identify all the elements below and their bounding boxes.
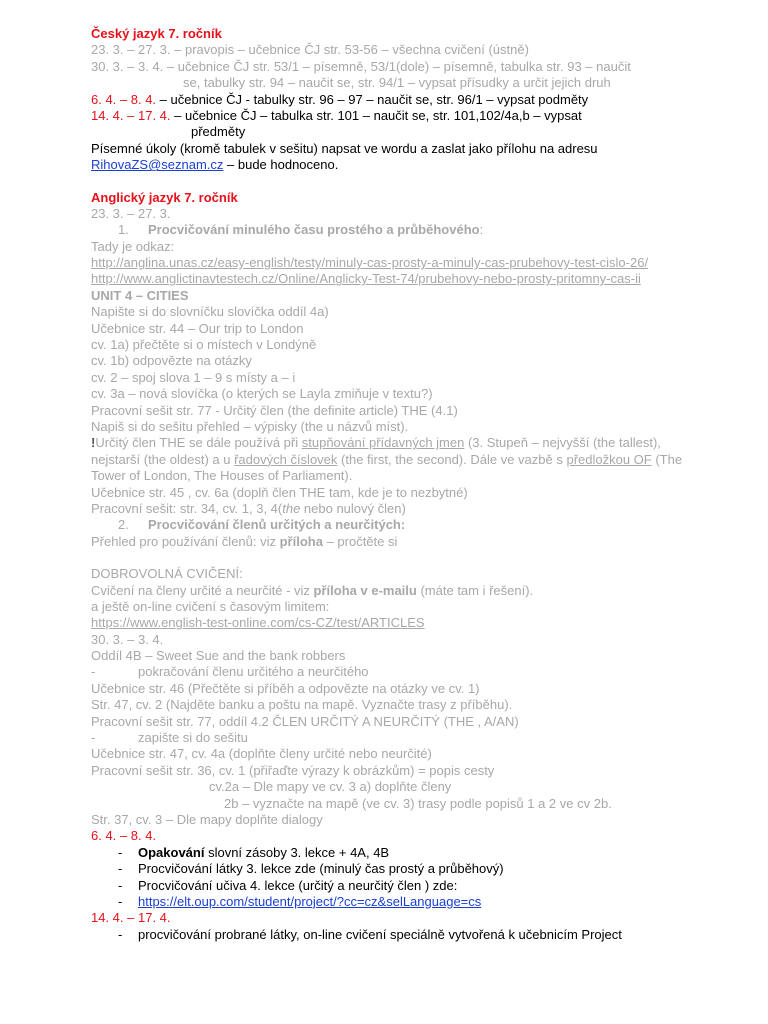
url-link-4[interactable]: https://elt.oup.com/student/project/?cc=cz&selLanguage=cs xyxy=(138,893,482,909)
dash-item xyxy=(91,730,691,746)
english-week-4: 14. 4. – 17. 4. xyxy=(91,910,171,926)
english-week-2: 30. 3. – 3. 4. xyxy=(91,631,164,647)
text-line xyxy=(91,583,691,599)
czech-week-2-cont: se, tabulky str. 94 – naučit se, str. 94/1 – vypsat přísudky a určit jejich druh xyxy=(183,75,611,91)
item-colon: : xyxy=(479,222,484,238)
text-part: nebo nulový člen) xyxy=(300,500,406,516)
text-line: Pracovní sešit str. 36, cv. 1 (přiřaďte výrazy k obrázkům) = popis cesty xyxy=(91,762,495,778)
text-part: nejstarší (the oldest) a u xyxy=(91,451,235,467)
item-number: 2. xyxy=(118,517,129,533)
item-heading: Procvičování minulého času prostého a průběhového xyxy=(148,222,480,238)
text-line: cv.2a – Dle mapy ve cv. 3 a) doplňte členy xyxy=(209,779,452,795)
bold-text: Opakování xyxy=(138,844,205,860)
text-line: Napiš si do sešitu přehled – výpisky (the u názvů míst). xyxy=(91,418,409,434)
english-week-1: 23. 3. – 27. 3. xyxy=(91,205,171,221)
czech-email-line xyxy=(91,157,691,173)
czech-week-4 xyxy=(91,108,691,124)
unit-heading: UNIT 4 – CITIES xyxy=(91,287,189,303)
text-part: slovní zásoby 3. lekce + 4A, 4B xyxy=(204,844,390,860)
text-line: Učebnice str. 46 (Přečtěte si příběh a odpovězte na otázky ve cv. 1) xyxy=(91,680,480,696)
dash-item xyxy=(91,894,691,910)
text-line: Oddíl 4B – Sweet Sue and the bank robbers xyxy=(91,648,346,664)
url-link-3[interactable]: https://www.english-test-online.com/cs-CZ/test/ARTICLES xyxy=(91,615,425,631)
note-text: – bude hodnoceno. xyxy=(223,157,339,173)
czech-week-3 xyxy=(91,92,691,108)
text-part: – pročtěte si xyxy=(322,533,398,549)
text-line: Pracovní sešit str. 77 - Určitý člen (the definite article) THE (4.1) xyxy=(91,402,458,418)
date-label: 14. 4. – 17. 4. xyxy=(91,107,171,123)
dash-item xyxy=(91,927,691,943)
czech-note: Písemné úkoly (kromě tabulek v sešitu) napsat ve wordu a zaslat jako přílohu na adresu xyxy=(91,140,598,156)
text-line xyxy=(91,501,691,517)
text-line: Str. 37, cv. 3 – Dle mapy doplňte dialogy xyxy=(91,811,323,827)
link-intro: Tady je odkaz: xyxy=(91,238,175,254)
text-part: Cvičení na členy určité a neurčité - viz xyxy=(91,582,314,598)
text-line: cv. 1b) odpovězte na otázky xyxy=(91,353,252,369)
text-part: Určitý člen THE se dále používá při xyxy=(95,435,302,451)
dash-bullet: - xyxy=(118,926,123,942)
text-line: Napište si do slovníčku slovíčka oddíl 4a) xyxy=(91,304,329,320)
text-part: Procvičování látky 3. lekce zde (minulý čas prostý a průběhový) xyxy=(138,861,504,877)
item-heading: Procvičování členů určitých a neurčitých: xyxy=(148,517,406,533)
task-text: – učebnice ČJ – tabulka str. 101 – naučit se, str. 101,102/4a,b – vypsat xyxy=(170,107,582,123)
dash-item xyxy=(91,664,691,680)
text-part: zapište si do sešitu xyxy=(138,730,248,746)
czech-week-2: 30. 3. – 3. 4. – učebnice ČJ str. 53/1 – písemně, 53/1(dole) – písemně, tabulka str. 93 – naučit xyxy=(91,58,631,74)
text-line: cv. 2 – spoj slova 1 – 9 s místy a – i xyxy=(91,369,296,385)
text-part: procvičování probrané látky, on-line cvičení speciálně vytvořená k učebnicím Project xyxy=(138,926,622,942)
italic-text: the xyxy=(282,500,301,516)
text-line xyxy=(91,452,691,468)
dash-item xyxy=(91,845,691,861)
czech-week-1: 23. 3. – 27. 3. – pravopis – učebnice ČJ str. 53-56 – všechna cvičení (ústně) xyxy=(91,42,529,58)
text-part: (3. Stupeň – nejvyšší (the tallest), xyxy=(464,435,661,451)
date-label: 6. 4. – 8. 4. xyxy=(91,91,157,107)
text-part: Přehled pro používání členů: viz xyxy=(91,533,280,549)
text-line: Učebnice str. 44 – Our trip to London xyxy=(91,320,304,336)
dash-item xyxy=(91,878,691,894)
bold-text: příloha v e-mailu xyxy=(313,582,417,598)
list-item-2 xyxy=(91,517,691,533)
optional-heading: DOBROVOLNÁ CVIČENÍ: xyxy=(91,566,243,582)
text-line: Pracovní sešit str. 77, oddíl 4.2 ČLEN URČITÝ A NEURČITÝ (THE , A/AN) xyxy=(91,713,519,729)
text-line: 2b – vyznačte na mapě (ve cv. 3) trasy podle popisů 1 a 2 ve cv 2b. xyxy=(224,795,612,811)
dash-bullet: - xyxy=(118,893,123,909)
dash-bullet: - xyxy=(118,844,123,860)
text-line: Tower of London, The Houses of Parliament). xyxy=(91,468,353,484)
task-text: – učebnice ČJ - tabulky str. 96 – 97 – naučit se, str. 96/1 – vypsat podměty xyxy=(156,91,589,107)
bold-text: příloha xyxy=(279,533,323,549)
email-link[interactable]: RihovaZS@seznam.cz xyxy=(91,157,224,173)
dash-bullet: - xyxy=(118,861,123,877)
exclamation: ! xyxy=(91,435,96,451)
text-line: cv. 3a – nová slovíčka (o kterých se Layla zmiňuje v textu?) xyxy=(91,386,433,402)
url-link-2[interactable]: http://www.anglictinavtestech.cz/Online/Anglicky-Test-74/prubehovy-nebo-prosty-pritomny-cas-ii xyxy=(91,271,641,287)
text-part: pokračování členu určitého a neurčitého xyxy=(138,664,369,680)
item-number: 1. xyxy=(118,222,129,238)
dash-bullet: - xyxy=(91,664,96,680)
english-title: Anglický jazyk 7. ročník xyxy=(91,189,238,205)
english-week-3: 6. 4. – 8. 4. xyxy=(91,828,157,844)
dash-bullet: - xyxy=(118,877,123,893)
text-line xyxy=(91,435,691,451)
text-part: (máte tam i řešení). xyxy=(416,582,534,598)
document-page xyxy=(91,26,691,943)
text-line: Str. 47, cv. 2 (Najděte banku a poštu na mapě. Vyznačte trasy z příběhu). xyxy=(91,697,513,713)
text-line: Učebnice str. 47, cv. 4a (doplňte členy určité nebo neurčité) xyxy=(91,746,432,762)
list-item-1 xyxy=(91,222,691,238)
text-part: (The xyxy=(651,451,683,467)
czech-title: Český jazyk 7. ročník xyxy=(91,26,222,41)
text-line: cv. 1a) přečtěte si o místech v Londýně xyxy=(91,337,317,353)
underlined-text: stupňování přídavných jmen xyxy=(301,435,465,451)
text-line: a ještě on-line cvičení s časovým limitem: xyxy=(91,598,330,614)
dash-item xyxy=(91,861,691,877)
text-line: Učebnice str. 45 , cv. 6a (doplň člen THE tam, kde je to nezbytné) xyxy=(91,484,468,500)
underlined-text: řadových číslovek xyxy=(234,451,338,467)
underlined-text: předložkou OF xyxy=(566,451,652,467)
text-line xyxy=(91,534,691,550)
text-part: Procvičování učiva 4. lekce (určitý a neurčitý člen ) zde: xyxy=(138,877,458,893)
text-part: Pracovní sešit: str. 34, cv. 1, 3, 4( xyxy=(91,500,283,516)
dash-bullet: - xyxy=(91,730,96,746)
czech-week-4-cont: předměty xyxy=(191,124,246,140)
text-part: (the first, the second). Dále ve vazbě s xyxy=(337,451,567,467)
url-link-1[interactable]: http://anglina.unas.cz/easy-english/testy/minuly-cas-prosty-a-minuly-cas-prubehovy-test-cislo-26/ xyxy=(91,255,649,271)
